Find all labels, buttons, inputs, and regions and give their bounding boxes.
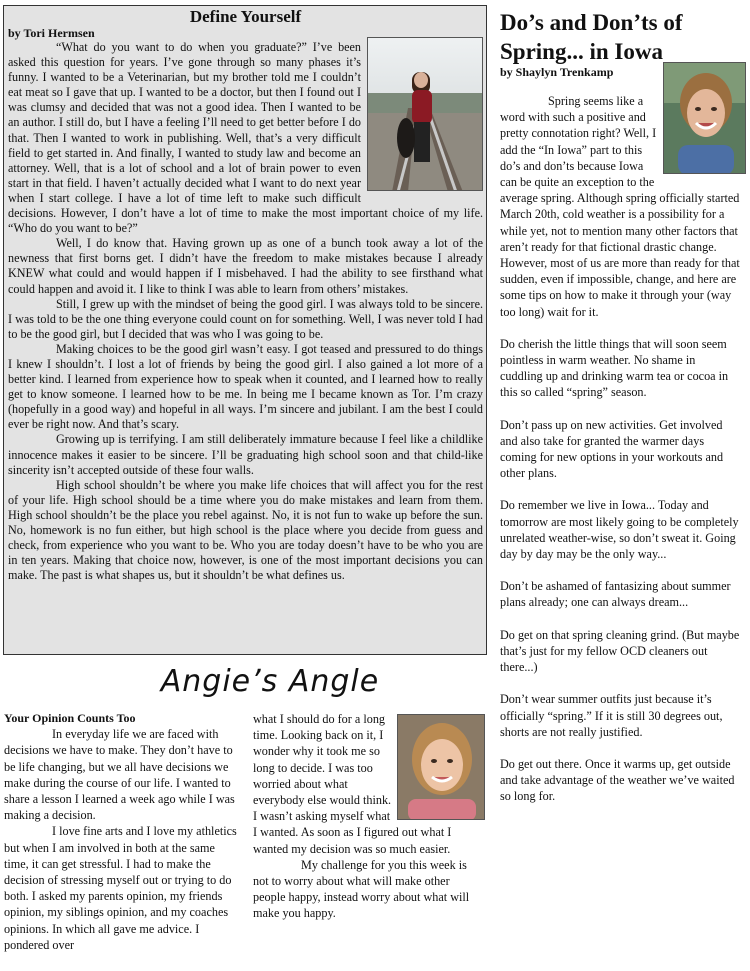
dos-intro-paragraph: Spring seems like a word with such a positive and pretty connotation right? Well, I add the “In Iowa” part to this do’s and don’ts because Iowa can be quite an exception to the average spring. Although spring officially started March 20th, cold weather is a possibility for a while yet, not to mention many other factors that aren’t ready for that fictional drastic change. However, most of us are more than ready for that sudden, even if impossible, change, and here are some tips on how to make it through your (way too long) wait for it. (500, 94, 740, 319)
tori-photo (367, 37, 483, 191)
define-paragraph: “What do you want to do when you graduate?” I’ve been asked this question for years. I’ve gone through so many phases it’s funny. I wanted to be a Veterinarian, but my brother told me I couldn’t eat meat so I gave that up. I wanted to be a doctor, but then I found out I was clumsy and decided that was not a good idea. Then I wanted to be an author. I still do, but I have a feeling I’ll need to get better before I do that. Then I wanted to work in publishing. Well, that’s a very difficult field to get started in. And finally, I wanted to study law and become an attorney. Well, that is a lot of school and a lot of brain power to even start in that field. I haven’t actually decided what I want to do next year when I start college. I have a lot of time left to make such difficult decisions. However, I don’t have a lot of time to make the most important choice of my life. “Who do you want to be?” (8, 40, 483, 236)
dos-tip: Don’t wear summer outfits just because it’s officially “spring.” If it is still 30 degrees out, shorts are not really justified. (500, 692, 723, 739)
angies-angle-column-right (253, 711, 485, 922)
angie-paragraph: I love fine arts and I love my athletics but when I am involved in both at the same time, it can get stressful. I had to make the decision of stressing myself out or trying to do both. I asked my parents opinion, my friends opinion, my siblings opinion, and my coaches opinions. In which all gave me advice. I pondered over (4, 824, 237, 952)
angie-photo (397, 714, 485, 820)
define-paragraph: Making choices to be the good girl wasn’t easy. I got teased and pressured to do things I knew I shouldn’t. I lost a lot of friends by being the good girl. I also gained a lot more of a better kind. I learned from experience how to speak when it counted, and I learned how to really get to know someone. I learned how to be me. In being me I became known as Tor. I’m crazy (hopefully in a good way) and hopeful in all ways. I’m sincere and jubilant. I am the best I could ever be right now. And that’s scary. (8, 341, 483, 432)
define-yourself-title: Define Yourself (189, 7, 302, 26)
shaylyn-photo (663, 62, 746, 174)
dos-tip: Do get out there. Once it warms up, get outside and take advantage of the weather we’ve waited so long for. (500, 756, 735, 804)
dos-tip: Do cherish the little things that will soon seem pointless in warm weather. No shame in cuddling up and drinking warm tea or cocoa in this so called “spring” season. (500, 336, 729, 400)
dos-and-donts-title: Do’s and Don’ts of Spring... in Iowa (500, 10, 683, 64)
angie-paragraph: what I should do for a long time. Looking back on it, I wonder why it took me so long to decide. I was too worried about what everybody else would think. I wasn’t asking myself what I wanted. As soon as I figured out what I wanted my decision was so much easier. (253, 712, 452, 856)
dos-tip: Do remember we live in Iowa... Today and tomorrow are most likely going to be completely unrelated weather-wise, so don’t sweat it. Going day by day may be the only way... (500, 498, 739, 562)
angies-angle-title: Angie’s Angle (160, 664, 380, 699)
dos-and-donts-byline: by Shaylyn Trenkamp (500, 65, 614, 79)
dos-tip: Do get on that spring cleaning grind. (But maybe that’s just for my fellow OCD cleaners out there...) (500, 627, 740, 675)
angie-paragraph: My challenge for you this week is not to worry about what will make other people happy, instead worry about what will make you happy. (253, 857, 470, 921)
your-opinion-counts-heading: Your Opinion Counts Too (4, 711, 136, 725)
angies-angle-column-left (4, 710, 241, 953)
define-paragraph: Growing up is terrifying. I am still deliberately immature because I feel like a childlike innocence makes it easier to be sincere. I’ll be graduating high school soon and that child-like sincerity isn’t accepted outside of these four walls. (8, 432, 483, 477)
dos-and-donts-article (500, 8, 740, 805)
dos-tip: Don’t be ashamed of fantasizing about summer plans already; one can always dream... (500, 579, 731, 610)
define-paragraph: Still, I grew up with the mindset of being the good girl. I was always told to be sincere. I was told to be the one thing everyone could count on for something. Well, I was never told I had to be the good girl, but I decided that was who I was going to be. (8, 296, 483, 341)
angie-paragraph: In everyday life we are faced with decisions we have to make. They don’t have to be life changing, but we all have decisions we make during the course of our life. I wanted to share a lesson I learned a week ago while I was making a decision. (4, 727, 235, 823)
define-yourself-article (3, 5, 487, 655)
define-yourself-byline: by Tori Hermsen (8, 26, 95, 40)
dos-tip: Don’t pass up on new activities. Get involved and also take for granted the warmer days coming for new options in your workouts and other plans. (500, 417, 724, 481)
define-paragraph: Well, I do know that. Having grown up as one of a bunch took away a lot of the newness that first borns get. I didn’t have the freedom to make mistakes because I already KNEW what could and would happen if I misbehaved. I had the ability to see firsthand what could happen and avoid it. I like to think I was able to learn from others’ mistakes. (8, 236, 483, 296)
define-paragraph: High school shouldn’t be where you make life choices that will affect you for the rest of your life. High school should be a time where you do make mistakes and learn from them. High school shouldn’t be the place you rebel against. No, it is not fun to wake up before the sun. No, homework is no fun either, but high school is the place where you decide from guess and check, from experience who you want to be. Who you are today doesn’t have to be who you are in ten years. Making that choice now, however, is one of the most important decisions you can make. The past is what shapes us, but it shouldn’t be what defines us. (8, 477, 483, 583)
